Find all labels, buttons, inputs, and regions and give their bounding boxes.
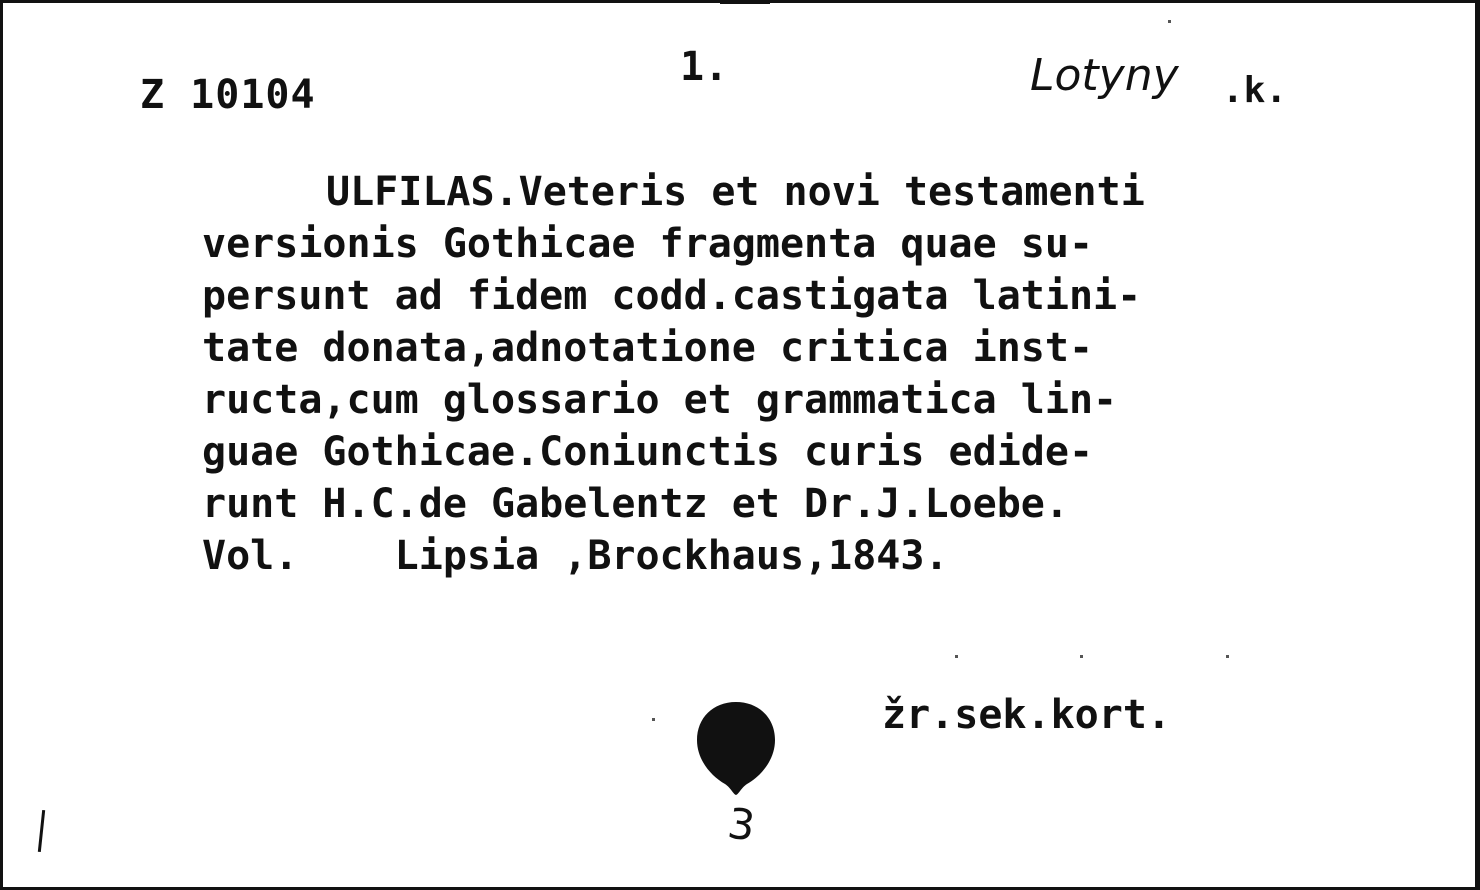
entry-line: tate donata,adnotatione critica inst- bbox=[202, 325, 1094, 371]
entry-line: persunt ad fidem codd.castigata latini- bbox=[202, 273, 1142, 319]
handwritten-category-note: Lotyny bbox=[1030, 50, 1179, 101]
card-right-edge bbox=[1475, 0, 1480, 890]
scan-speck bbox=[1080, 655, 1083, 658]
handwritten-page-number: 3 bbox=[724, 798, 759, 851]
card-index-number: 1. bbox=[680, 44, 729, 90]
entry-line: ructa,cum glossario et grammatica lin- bbox=[202, 377, 1118, 423]
top-notch bbox=[720, 0, 770, 4]
entry-line: Vol. Lipsia ,Brockhaus,1843. bbox=[202, 533, 949, 579]
call-number: Z 10104 bbox=[140, 72, 316, 118]
bibliographic-entry bbox=[202, 166, 1145, 582]
entry-line: versionis Gothicae fragmenta quae su- bbox=[202, 221, 1094, 267]
scan-speck bbox=[1226, 655, 1229, 658]
handwritten-category-suffix: .k. bbox=[1222, 70, 1288, 111]
scan-speck bbox=[652, 718, 655, 721]
scan-speck bbox=[1168, 20, 1171, 23]
scan-speck bbox=[955, 655, 958, 658]
cross-reference-note: žr.sek.kort. bbox=[882, 692, 1171, 738]
punch-hole-blot bbox=[695, 700, 777, 796]
entry-line: ULFILAS.Veteris et novi testamenti bbox=[326, 169, 1145, 215]
entry-line: guae Gothicae.Coniunctis curis edide- bbox=[202, 429, 1094, 475]
entry-line: runt H.C.de Gabelentz et Dr.J.Loebe. bbox=[202, 481, 1069, 527]
